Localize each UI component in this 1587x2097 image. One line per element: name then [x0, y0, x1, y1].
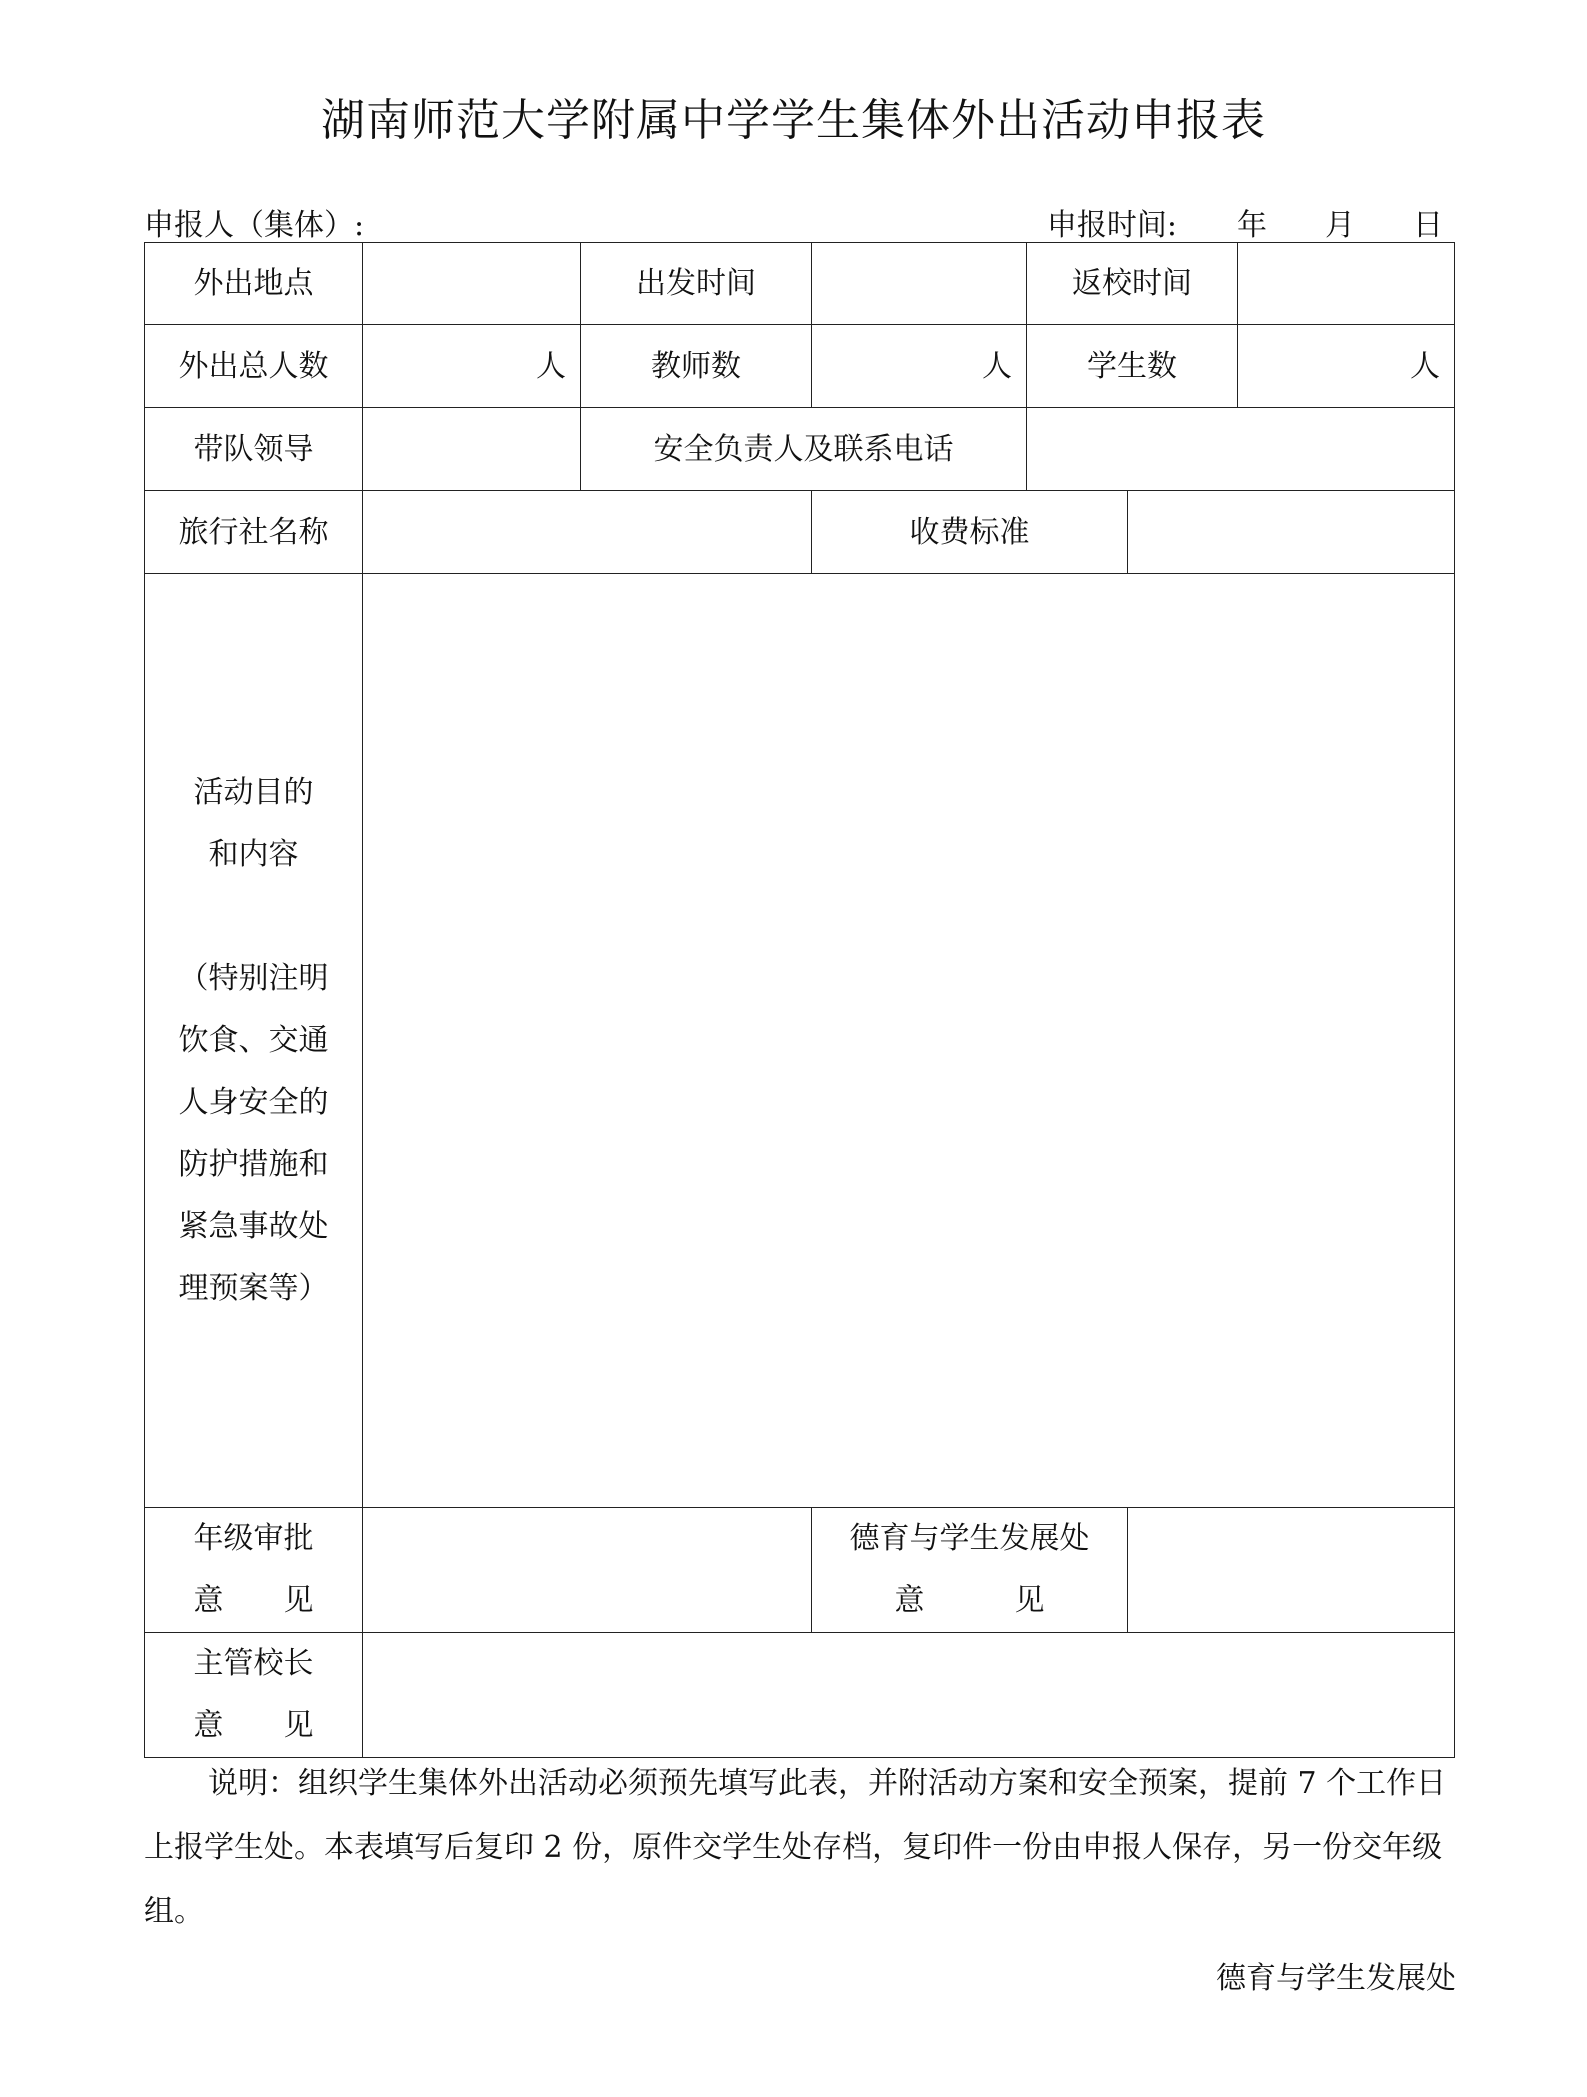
principal-line1: 主管校长 — [193, 1646, 314, 1681]
grade-approval-line2: 意 见 — [193, 1583, 314, 1618]
total-label: 外出总人数 — [145, 325, 363, 408]
instructions-note: 说明：组织学生集体外出活动必须预先填写此表，并附活动方案和安全预案，提前 7 个工作日上报学生处。本表填写后复印 2 份，原件交学生处存档，复印件一份由申报人保存，另一份交年级组。 — [144, 1766, 1447, 1929]
content-line: 活动目的 — [193, 774, 314, 810]
leader-label: 带队领导 — [145, 408, 363, 491]
teachers-field[interactable]: 人 — [812, 325, 1027, 408]
fee-label: 收费标准 — [812, 491, 1128, 574]
depart-time-field[interactable] — [812, 243, 1027, 325]
content-label — [145, 574, 363, 1508]
date-label: 申报时间: — [1046, 208, 1177, 243]
row-destination — [145, 243, 1455, 325]
fee-field[interactable] — [1128, 491, 1455, 574]
footer-department: 德育与学生发展处 — [1216, 1961, 1456, 1996]
destination-label: 外出地点 — [145, 243, 363, 325]
moral-dept-line1: 德育与学生发展处 — [849, 1521, 1090, 1556]
content-gap — [145, 886, 362, 948]
total-field[interactable]: 人 — [363, 325, 581, 408]
month-label: 月 — [1325, 208, 1355, 243]
content-field[interactable] — [363, 574, 1455, 1508]
date-group — [1047, 200, 1443, 244]
content-line: 人身安全的 — [178, 1084, 329, 1120]
teachers-label: 教师数 — [581, 325, 812, 408]
page-title: 湖南师范大学附属中学学生集体外出活动申报表 — [321, 95, 1266, 146]
content-line: 理预案等） — [178, 1270, 329, 1306]
day-label: 日 — [1413, 208, 1443, 243]
moral-dept-field[interactable] — [1128, 1508, 1455, 1633]
content-line: 紧急事故处 — [178, 1208, 329, 1244]
agency-field[interactable] — [363, 491, 812, 574]
safety-contact-field[interactable] — [1027, 408, 1455, 491]
principal-field[interactable] — [363, 1633, 1455, 1758]
principal-line2: 意 见 — [193, 1708, 314, 1743]
header-meta — [144, 200, 1443, 243]
application-form — [144, 242, 1455, 1758]
grade-approval-field[interactable] — [363, 1508, 812, 1633]
students-field[interactable]: 人 — [1238, 325, 1455, 408]
applicant-label: 申报人（集体）: — [144, 208, 365, 243]
return-time-field[interactable] — [1238, 243, 1455, 325]
grade-approval-label — [145, 1508, 363, 1633]
destination-field[interactable] — [363, 243, 581, 325]
principal-label — [145, 1633, 363, 1758]
grade-approval-line1: 年级审批 — [193, 1521, 314, 1556]
students-label: 学生数 — [1027, 325, 1238, 408]
content-line: 饮食、交通 — [178, 1022, 329, 1058]
row-headcount — [145, 325, 1455, 408]
agency-label: 旅行社名称 — [145, 491, 363, 574]
content-line: （特别注明 — [178, 960, 329, 996]
leader-field[interactable] — [363, 408, 581, 491]
safety-contact-label: 安全负责人及联系电话 — [581, 408, 1027, 491]
row-principal — [145, 1633, 1455, 1758]
return-time-label: 返校时间 — [1027, 243, 1238, 325]
content-line: 和内容 — [208, 836, 299, 872]
row-content — [145, 574, 1455, 1508]
row-approval — [145, 1508, 1455, 1633]
row-leader — [145, 408, 1455, 491]
depart-time-label: 出发时间 — [581, 243, 812, 325]
content-line: 防护措施和 — [178, 1146, 329, 1182]
moral-dept-label — [812, 1508, 1128, 1633]
year-label: 年 — [1237, 208, 1267, 243]
row-agency — [145, 491, 1455, 574]
moral-dept-line2: 意 见 — [894, 1583, 1045, 1618]
